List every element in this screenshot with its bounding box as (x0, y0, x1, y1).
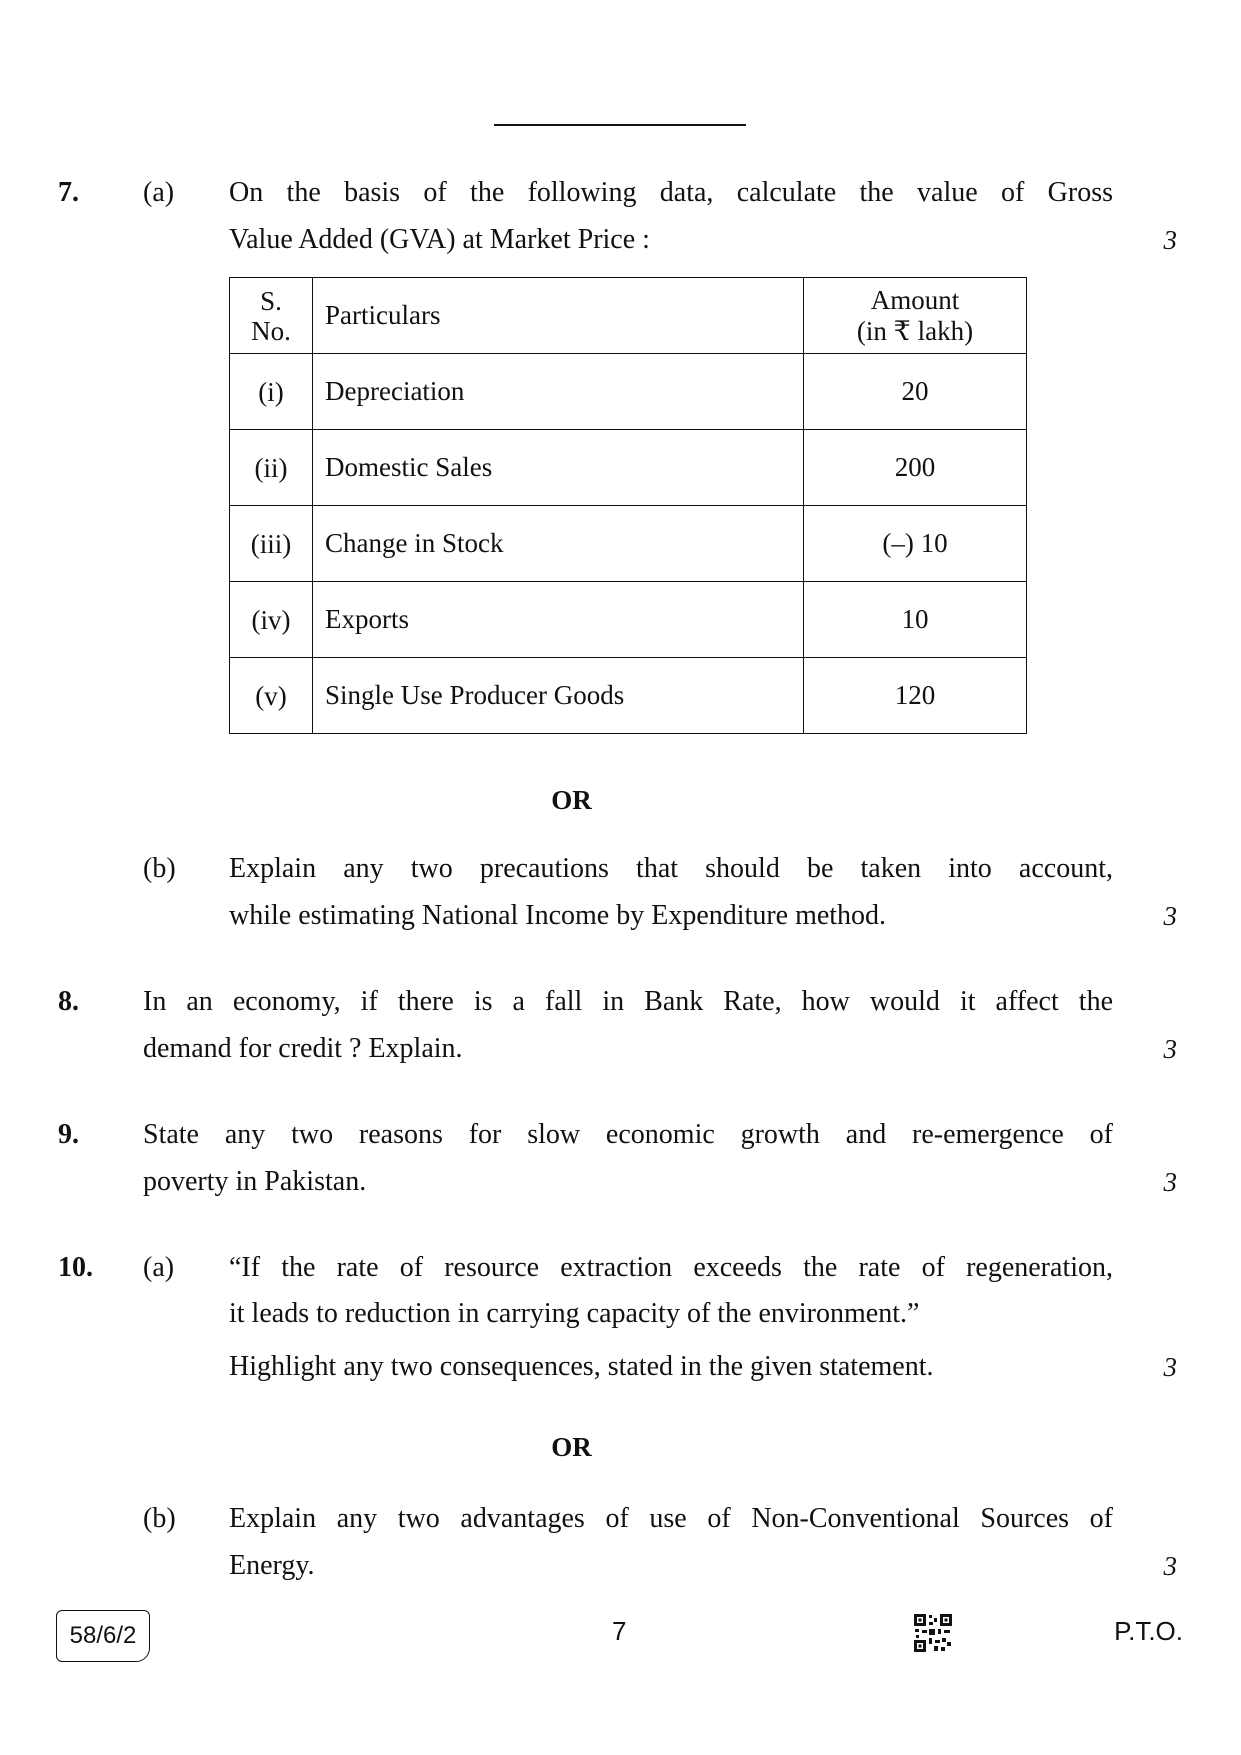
table-row (230, 582, 1027, 658)
header-amount (804, 278, 1027, 354)
header-sno-line1: S. (260, 285, 282, 316)
marks: 3 (1163, 1551, 1177, 1581)
question-number: 9. (58, 1119, 79, 1150)
header-particulars: Particulars (313, 278, 804, 354)
question-text-line: Explain any two advantages of use of Non-Conventional Sources of (229, 1503, 1113, 1534)
row-particulars: Depreciation (313, 354, 804, 430)
paper-code-badge: 58/6/2 (56, 1610, 150, 1662)
question-text-line: Value Added (GVA) at Market Price : (229, 224, 650, 255)
header-amount-line2: (in ₹ lakh) (856, 315, 974, 346)
marks: 3 (1163, 901, 1177, 931)
part-label: (b) (143, 1503, 176, 1534)
question-text-line: Energy. (229, 1550, 315, 1581)
question-text-line: State any two reasons for slow economic growth and re-emergence of (143, 1119, 1113, 1150)
marks: 3 (1163, 1034, 1177, 1064)
question-text-line: Highlight any two consequences, stated in the given statement. (229, 1351, 934, 1382)
question-number: 7. (58, 177, 79, 208)
question-text-line: In an economy, if there is a fall in Bank Rate, how would it affect the (143, 986, 1113, 1017)
question-text-line: it leads to reduction in carrying capacity of the environment.” (229, 1298, 920, 1329)
row-particulars: Single Use Producer Goods (313, 658, 804, 734)
question-text-line: poverty in Pakistan. (143, 1166, 367, 1197)
row-amount: (–) 10 (804, 506, 1027, 582)
part-label: (a) (143, 177, 175, 208)
question-text-line: On the basis of the following data, calculate the value of Gross (229, 177, 1113, 208)
question-text-line: while estimating National Income by Expenditure method. (229, 900, 887, 931)
row-sno: (v) (230, 658, 313, 734)
or-separator: OR (551, 1432, 592, 1462)
question-number: 8. (58, 986, 79, 1017)
top-divider (494, 124, 746, 126)
row-amount: 120 (804, 658, 1027, 734)
header-sno-line2: No. (251, 315, 291, 346)
row-particulars: Domestic Sales (313, 430, 804, 506)
question-text-line: Explain any two precautions that should be taken into account, (229, 853, 1113, 884)
part-label: (a) (143, 1252, 175, 1283)
row-amount: 20 (804, 354, 1027, 430)
header-amount-line1: Amount (870, 284, 960, 315)
marks: 3 (1163, 1352, 1177, 1382)
part-label: (b) (143, 853, 176, 884)
question-text-line: demand for credit ? Explain. (143, 1033, 463, 1064)
qr-code-icon (914, 1614, 952, 1652)
row-amount: 200 (804, 430, 1027, 506)
table-row (230, 354, 1027, 430)
question-number: 10. (58, 1252, 93, 1283)
header-sno (230, 278, 313, 354)
row-particulars: Exports (313, 582, 804, 658)
marks: 3 (1163, 1167, 1177, 1197)
row-amount: 10 (804, 582, 1027, 658)
row-sno: (iv) (230, 582, 313, 658)
table-row (230, 506, 1027, 582)
row-sno: (iii) (230, 506, 313, 582)
page-number: 7 (612, 1616, 627, 1646)
table-header-row (230, 278, 1027, 354)
or-separator: OR (551, 785, 592, 815)
pto-label: P.T.O. (1114, 1616, 1183, 1646)
table-row (230, 658, 1027, 734)
row-sno: (ii) (230, 430, 313, 506)
question-text-line: “If the rate of resource extraction exceeds the rate of regeneration, (229, 1252, 1113, 1283)
row-sno: (i) (230, 354, 313, 430)
data-table (229, 277, 1027, 734)
row-particulars: Change in Stock (313, 506, 804, 582)
table-row (230, 430, 1027, 506)
marks: 3 (1163, 225, 1177, 255)
